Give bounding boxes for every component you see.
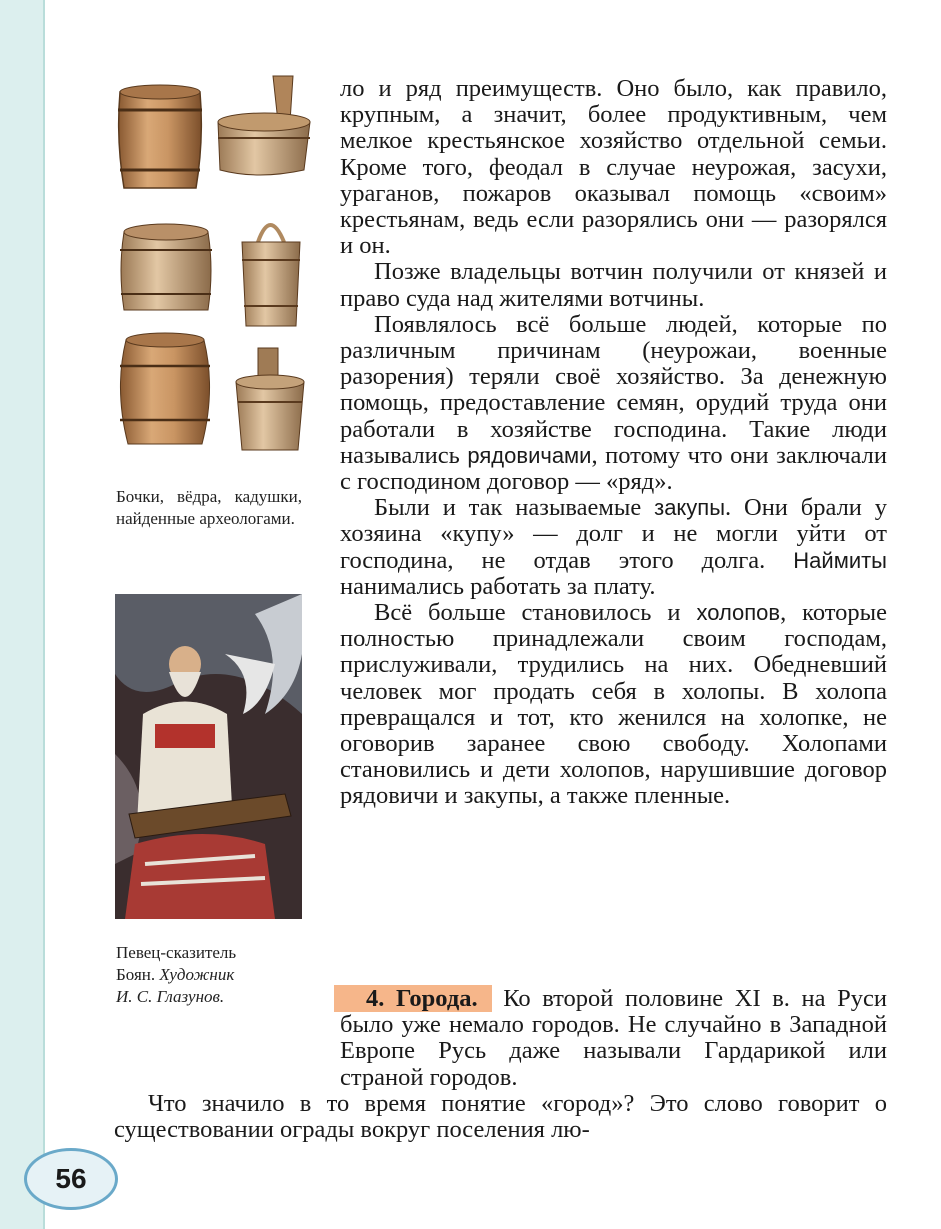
paragraph-gorod: Что значило в то время понятие «город»? Это слово говорит о существовании ограды вокруг поселения лю-	[114, 1089, 887, 1144]
paragraph-1: ло и ряд преимуществ. Оно было, как правило, крупным, а значит, более продуктивным, чем мелкое крестьянское хозяйство отдельной семьи. Кроме того, феодал в случае неурожая, засухи, ураганов, пожаров оказывал помощь «своим» крестьянам, ведь если разорялись они — разорялся и он.	[340, 75, 887, 260]
paragraph-5-text-end: , которые полностью принадлежали своим господам, прислуживали, трудились на них. Обедневший человек мог продать себя в холопы. В холопа превращался и тот, кто женился на холопке, не оговорив заранее свою свободу. Холопами становились и дети холопов, нарушившие договор рядовичи и закупы, а также пленные.	[340, 599, 887, 810]
section-4-text: Ко второй половине XI в. на Руси было уже немало городов. Не случайно в Западной Европе Русь даже называли Гардарикой или страной городов.	[340, 985, 887, 1091]
section-heading: 4. Города.	[334, 985, 492, 1012]
boyan-caption-name: Боян.	[116, 965, 160, 984]
tub-with-handle	[218, 76, 310, 175]
section-4	[114, 986, 887, 1143]
barrel-1	[118, 85, 202, 188]
boyan-caption-artist-label: Художник	[159, 965, 235, 984]
boyan-painting	[115, 594, 302, 919]
paragraph-4	[340, 495, 887, 600]
term-kholopy: холопов	[696, 600, 781, 626]
main-text-column	[340, 76, 887, 810]
boyan-caption-artist: И. С. Глазунов.	[116, 987, 225, 1006]
bucket-with-handle	[242, 225, 300, 326]
term-zakupy: закупы	[654, 495, 726, 521]
barrels-illustration	[108, 70, 318, 462]
barrels-caption: Бочки, вёдра, кадушки, найденные археологами.	[116, 487, 302, 528]
small-bucket	[236, 348, 304, 450]
section-4-paragraph	[114, 986, 887, 1091]
paragraph-3-text: Появлялось всё больше людей, которые по различным причинам (неурожаи, военные разорения) теряли своё хозяйство. За денежную помощь, предоставление семян, орудий труда они работали в хозяйстве господина. Такие люди назывались	[340, 310, 887, 469]
term-ryadovichi: рядовичами	[467, 442, 592, 468]
paragraph-4-text-end: нанимались работать за плату.	[340, 572, 656, 600]
barrel-2	[120, 224, 212, 310]
boyan-caption-line1: Певец-сказитель	[116, 943, 237, 962]
paragraph-4-text: Были и так называемые	[374, 494, 655, 522]
page-number: 56	[24, 1148, 118, 1210]
paragraph-3	[340, 312, 887, 495]
paragraph-3-text-end: , потому что они заключали с господином договор — «ряд».	[340, 441, 887, 496]
paragraph-4-text-mid: . Они брали у хозяина «купу» — долг и не могли уйти от господина, не отдав этого долга.	[340, 494, 888, 574]
margin-strip	[0, 0, 43, 1229]
paragraph-2: Позже владельцы вотчин получили от князей и право суда над жителями вотчины.	[340, 258, 887, 312]
barrel-3	[120, 333, 210, 444]
paragraph-5-text: Всё больше становилось и	[374, 599, 697, 627]
boyan-caption-line2	[116, 964, 316, 986]
term-naymity: Наймиты	[793, 547, 887, 573]
paragraph-5	[340, 600, 887, 810]
margin-strip-edge	[43, 0, 45, 1229]
